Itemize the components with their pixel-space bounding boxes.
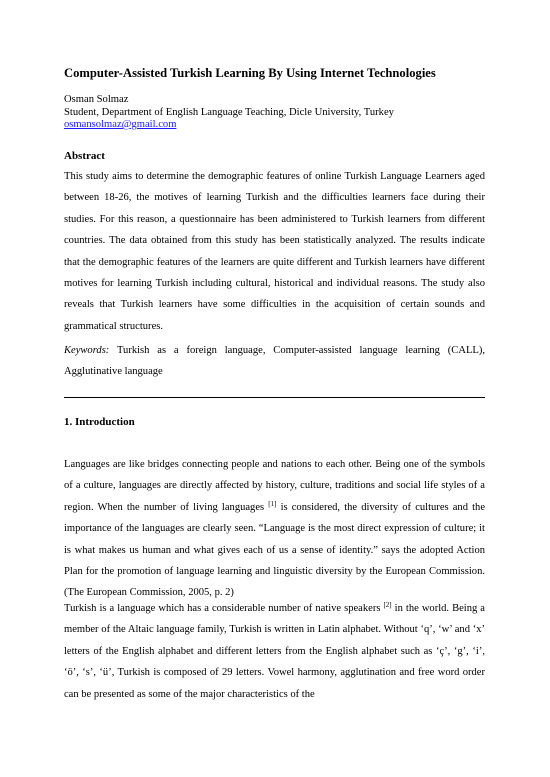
- section-heading-introduction: 1. Introduction: [64, 416, 135, 428]
- author-block: [64, 94, 394, 132]
- footnote-ref-1[interactable]: [1]: [268, 499, 277, 508]
- author-name: Osman Solmaz: [64, 94, 129, 105]
- author-email-link[interactable]: osmansolmaz@gmail.com: [64, 119, 177, 130]
- introduction-paragraph-2: [64, 598, 485, 705]
- abstract-heading: Abstract: [64, 150, 105, 162]
- paper-title: Computer-Assisted Turkish Learning By Using Internet Technologies: [64, 66, 436, 80]
- intro-p2-text-a: Turkish is a language which has a considerable number of native speakers: [64, 603, 384, 614]
- introduction-paragraph-1: [64, 454, 485, 604]
- keywords: [64, 340, 485, 383]
- keywords-label: Keywords:: [64, 345, 110, 356]
- intro-p1-text-b: is considered, the diversity of cultures and the importance of the languages are clearly seen. “Language is the most direct expression of culture; it is what makes us human and what gives each of us a sense of identity.” says the adopted Action Plan for the promotion of language learning and linguistic diversity by the European Commission. (The European Commission, 2005, p. 2): [64, 501, 486, 599]
- abstract-text: This study aims to determine the demographic features of online Turkish Language Learners aged between 18-26, the motives of learning Turkish and the difficulties learners face during their studies. For this reason, a questionnaire has been administered to Turkish learners from different countries. The data obtained from this study has been statistically analyzed. The results indicate that the demographic features of the learners are quite different and Turkish learners have different motives for learning Turkish including cultural, historical and individual reasons. The study also reveals that Turkish learners have some difficulties in the acquisition of certain sounds and grammatical structures.: [64, 171, 485, 332]
- intro-p1-text-a: Languages are like bridges connecting people and nations to each other. Being one of the symbols of a culture, languages are directly affected by history, culture, traditions and social life styles of a region. When the number of living languages: [64, 459, 485, 513]
- keywords-text: Turkish as a foreign language, Computer-assisted language learning (CALL), Agglutinative language: [64, 345, 485, 378]
- footnote-ref-2[interactable]: [2]: [383, 601, 392, 609]
- section-divider: [64, 397, 485, 398]
- intro-p2-text-b: in the world. Being a member of the Altaic language family, Turkish is written in Latin alphabet. Without ‘q’, ‘w’ and ‘x’ letters of the English alphabet and different letters from the English alphabet such as ‘ç’, ‘g’, ‘i’, ‘ö’, ‘s’, ‘ü’, Turkish is composed of 29 letters. Vowel harmony, agglutination and free word order can be presented as some of the major characteristics of the: [64, 603, 485, 700]
- author-affiliation: Student, Department of English Language Teaching, Dicle University, Turkey: [64, 106, 394, 118]
